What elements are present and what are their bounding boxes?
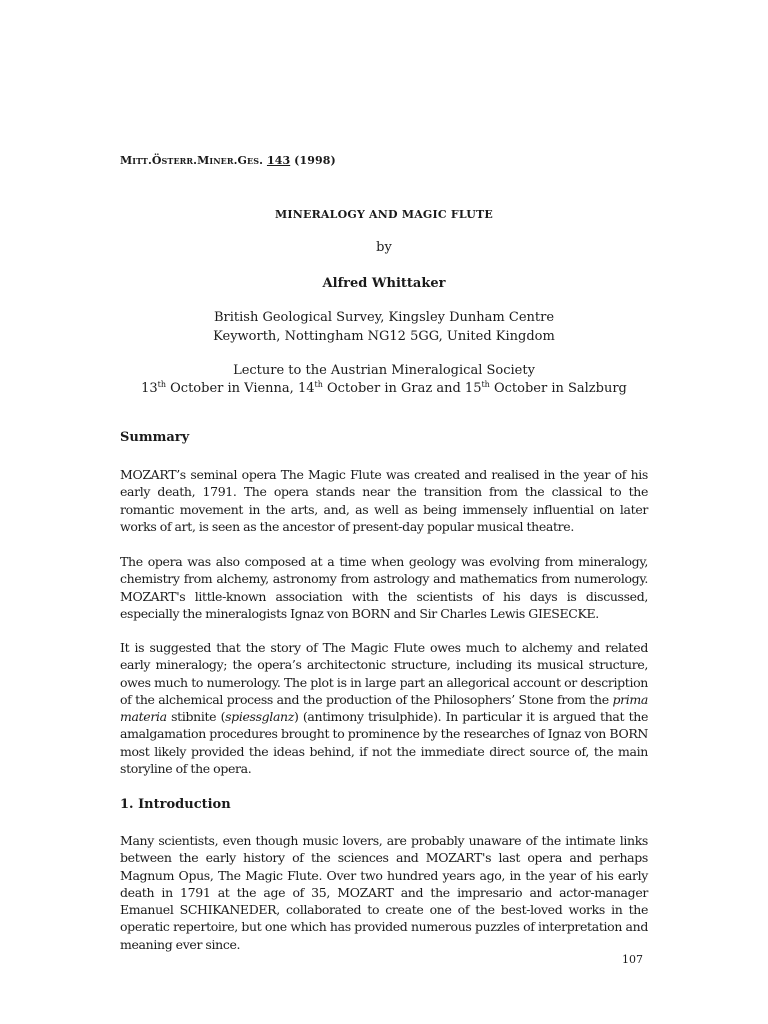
lecture-date-2-suffix: th [314, 380, 323, 389]
journal-citation [120, 154, 336, 167]
byline: by [376, 240, 392, 255]
affiliation-line-1: British Geological Survey, Kingsley Dunham Centre [213, 310, 555, 325]
summary-paragraph-2: The opera was also composed at a time when geology was evolving from mineralogy, chemistry from alchemy, astronomy from astrology and mathematics from numerology. MOZART's little-known association with the scientists of his days is discussed, especially the mineralogists Ignaz von BORN and Sir Charles Lewis GIESECKE. [120, 554, 648, 621]
summary-p3-part-a: It is suggested that the story of The Magic Flute owes much to alchemy and related early mineralogy; the opera’s architectonic structure, including its musical structure, owes much to numerology. The plot is in large part an allegorical account or description of the alchemical process and the production of the Philosophers’ Stone from the [120, 640, 648, 707]
summary-heading: Summary [120, 430, 190, 445]
article-title: MINERALOGY AND MAGIC FLUTE [275, 208, 493, 221]
lecture-text-1: October in Vienna, [166, 381, 298, 396]
lecture-text-2: October in Graz and [322, 381, 465, 396]
journal-abbrev: Mitt.Österr.Miner.Ges. [120, 154, 264, 167]
journal-year: (1998) [294, 154, 336, 167]
lecture-date-3-suffix: th [481, 380, 490, 389]
lecture-date-2: 14 [297, 381, 315, 396]
journal-volume: 143 [266, 154, 291, 167]
lecture-date-3: 15 [464, 381, 482, 396]
lecture-text-3: October in Salzburg [489, 381, 627, 396]
summary-paragraph-3 [120, 639, 648, 777]
introduction-paragraph-1: Many scientists, even though music lovers, are probably unaware of the intimate links between the early history of the sciences and MOZART's last opera and perhaps Magnum Opus, The Magic Flute. Over two hundred years ago, in the year of his early death in 1791 at the age of 35, MOZART and the impresario and actor-manager Emanuel SCHIKANEDER, collaborated to create one of the best-loved works in the operatic repertoire, but one which has provided numerous puzzles of interpretation and meaning ever since. [120, 833, 648, 952]
lecture-line-2 [120, 380, 648, 398]
author-name: Alfred Whittaker [322, 276, 446, 291]
lecture-date-1-suffix: th [157, 380, 167, 389]
summary-p3-emphasis-1: prima materia [120, 691, 648, 725]
page-number: 107 [622, 953, 643, 966]
summary-p3-emphasis-2: spiessglanz [225, 709, 294, 725]
affiliation-line-2: Keyworth, Nottingham NG12 5GG, United Kingdom [213, 329, 555, 344]
summary-p3-part-c: ) (antimony trisulphide). In particular it is argued that the amalgamation procedures brought to prominence by the researches of Ignaz von BORN most likely provided the ideas behind, if not the immediate direct source of, the main storyline of the opera. [120, 709, 648, 777]
summary-p3-part-b: stibnite ( [166, 709, 226, 725]
introduction-heading: 1. Introduction [120, 797, 231, 812]
affiliation [120, 308, 648, 346]
lecture-line-1: Lecture to the Austrian Mineralogical Society [233, 363, 535, 378]
summary-paragraph-1: MOZART’s seminal opera The Magic Flute was created and realised in the year of his early death, 1791. The opera stands near the transition from the classical to the romantic movement in the arts, and, as well as being immensely influential on later works of art, is seen as the ancestor of present-day popular musical theatre. [120, 467, 648, 534]
lecture-date-1: 13 [141, 381, 158, 396]
lecture-info [120, 362, 648, 398]
